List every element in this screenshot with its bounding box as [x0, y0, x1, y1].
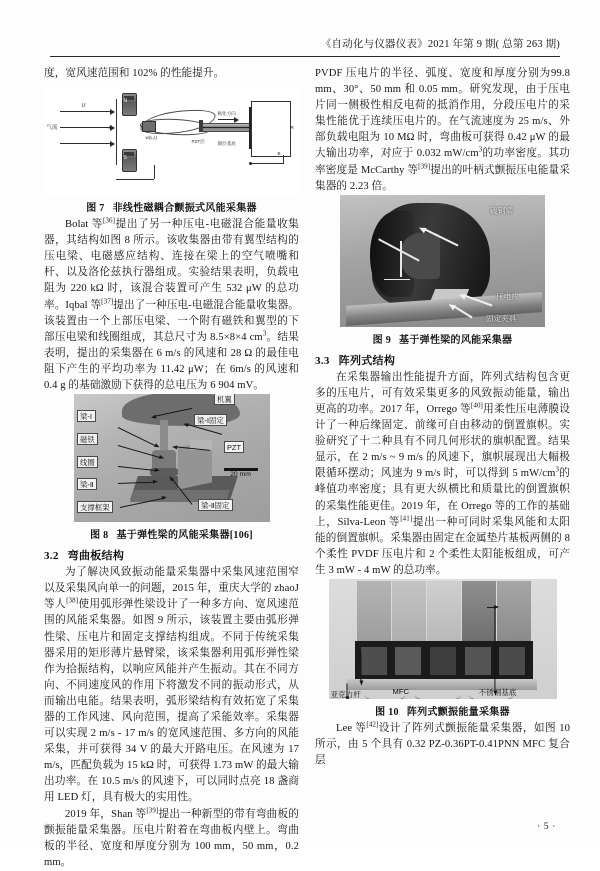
wing-stem: [160, 420, 168, 454]
label-copper-beam: 镀铜梁: [490, 205, 513, 215]
beam-midline: [201, 127, 249, 128]
section-3-2-heading: [44, 547, 299, 563]
substrate-label: 铜层基底: [217, 141, 236, 147]
leader-coil: [117, 466, 155, 471]
paragraph-bolat: Bolat 等[36]提出了另一种压电-电磁混合能量收集器，其结构如图 8 所示。该收集器由带有翼型结构的压电梁、电磁感应结构、连接在梁上的空气喷嘴和杆、以及洛伦兹执行器组成。实验结果表明，负载电阻为 220 kΩ 时，该混合装置可产生 532 μW 的总功率。Iqbal 等[37]提出了一种压电-电磁混合能量收集器。该装置由一个上部压电梁、一个附有磁铁和翼型的下部压电梁和线圈组成，其总尺寸为 8.5×8×4 $cm^3$。结果表明，提出的采集器在 6 m/s 的风速和 28 Ω 的最佳电阻下产生的平均功率为 11.42 μW；在 6m/s 的风速和 0.4 g 的基础激励下获得的总电压为 6 904 mV。: [44, 216, 299, 392]
section-3-3-heading: [315, 352, 570, 368]
polarization-label: 极化方向: [217, 111, 236, 117]
airflow-arrow-3: [60, 143, 114, 144]
figure-7-title: 非线性磁耦合颤振式风能采集器: [112, 203, 257, 215]
pzt-layer-label: PZT层: [191, 139, 205, 145]
figure-7-diagram: [46, 87, 298, 195]
baseline-dimension: [116, 179, 154, 180]
figure-8-title: 基于弹性梁的风能采集器[106]: [116, 530, 253, 542]
label-beam2: 梁-Ⅱ: [77, 478, 98, 490]
mfc-patch-5: [499, 647, 525, 675]
paragraph-lee: Lee 等[42]设计了阵列式颤振能量采集器，如图 10 所示，由 5 个具有 0.32 PZ-0.36PT-0.41PNN MFC 复合层: [315, 720, 570, 767]
figure-10-number: 图 10: [375, 706, 399, 718]
magnet-top-icon: [122, 93, 137, 116]
section-3-2-title: 弯曲板结构: [67, 550, 125, 563]
figure-8-photo: [74, 394, 270, 522]
figure-8-caption: [44, 526, 299, 541]
label-piezo-sheet: 压电片: [496, 291, 519, 301]
label-beam1-fixed: 梁-Ⅰ固定: [194, 414, 228, 426]
figure-9-title: 基于弹性梁的风能采集器: [399, 334, 513, 346]
section-3-2-number: 3.2: [44, 550, 59, 563]
label-mfc: MFC: [392, 686, 409, 696]
section-3-3-title: 阵列式结构: [338, 354, 396, 367]
figure-9-number: 图 9: [372, 334, 392, 346]
label-beam2-fixed: 梁-Ⅱ固定: [198, 499, 233, 511]
label-beam1: 梁-Ⅰ: [77, 410, 96, 422]
left-column: [44, 66, 299, 871]
magnet-pole-s: S: [123, 155, 127, 162]
gap-dimension-line: [116, 99, 117, 165]
figure-7-number: 图 7: [86, 203, 105, 215]
section-3-2-paragraph-1: 为了解决风致振动能量采集器中采集风速范围窄以及采集风向单一的问题，2015 年，重庆大学的 zhaoJ 等人[38]使用弧形弹性梁设计了一种多方向、宽风速范围的风能采集器。如图 9 所示，该装置主要由弧形弹性梁、压电片和固定支撑结构组成。不同于传统采集器采用的矩形薄片悬臂梁，该采集器利用弧形弹性梁作为拾振结构，以响应风能并产生振动。其在不同方向、不同速度风的作用下将激发不同的振动形式，从而输出电能。结果表明，弧形梁结构有效拓宽了采集器的工作风速、风向范围，提高了采能效率。采集器可以实现 2 m/s - 17 m/s 的宽风速范围、多方向的风能采集，并可获得 34 V 的最大开路电压。在风速为 17 m/s，匹配负载为 15 kΩ 时，可获得 1.73 mW 的最大输出功率。在 10.5 m/s 的风速下，可以同时点亮 18 盏商用 LED 灯，具有极大的实用性。: [44, 567, 300, 804]
velocity-symbol-label: U: [81, 103, 86, 110]
section-3-3-number: 3.3: [315, 354, 330, 367]
scale-bar: [224, 468, 258, 478]
journal-header-text: 《自动化与仪器仪表》2021 年第 9 期( 总第 263 期): [320, 39, 560, 50]
figure-9-photo: [340, 195, 545, 327]
deflection-symbol-label: w(L,t): [145, 135, 157, 141]
label-support-frame: 支撑框架: [77, 501, 114, 513]
page-number: · 5 ·: [537, 821, 556, 832]
scale-bar-text: 20 mm: [230, 471, 251, 479]
right-column: [315, 66, 570, 769]
label-pzt: PZT: [224, 441, 245, 453]
airflow-arrow-2: [60, 127, 114, 128]
gap-symbol-label: d: [108, 125, 112, 132]
piezo-beam: [201, 123, 251, 132]
label-acrylic-rod: 亚克力杆: [330, 689, 361, 699]
leader-beam1: [117, 427, 155, 446]
figure-7-caption: [44, 199, 299, 214]
beam-clamp: [199, 120, 203, 132]
label-clamp: 固定夹具: [486, 313, 517, 323]
curved-beam-cavity: [400, 233, 440, 279]
section-3-3-paragraph-1: 在采集器输出性能提升方面，阵列式结构包含更多的压电片，可有效采集更多的风致振动能量，输出更高的功率。2017 年，Orrego 等[40]用柔性压电薄膜设计了一种后缘固定、前缘可自由移动的倒置旗帜。实验研究了十二种具有不同几何形状的旗帜配置。结果显示，在 2 m/s ~ 9 m/s 的风速下，旗帜展现出大幅极限循环摆动；风速为 9 m/s 时，可以得到 5 $mW/cm^3$的峰值功率密度；具有更大纵横比和质量比的倒置旗帜的采集性能更佳。2019 年，在 Orrego 等的工作的基础上，Silva-Leon 等[41]提出一种可同时采集风能和太阳能的倒置旗帜。采集器由固定在金属垫片基板两侧的 8 个柔性 PVDF 压电片和 2 个柔性太阳能板组成，可产生 3 mW - 4 mW 的总功率。: [315, 371, 571, 576]
flag-panel-3: [427, 581, 461, 643]
magnet-pole-n: N: [123, 98, 128, 105]
leader-steel-base-v: [494, 607, 495, 691]
airfoil-root-block: [142, 121, 156, 132]
airflow-arrow-1: [60, 111, 114, 112]
figure-9-caption: [315, 331, 570, 346]
circuit-box: [251, 101, 291, 157]
label-steel-base: 不锈钢基底: [478, 687, 517, 697]
baseline-riser: [154, 165, 155, 179]
header-divider: [50, 56, 560, 57]
flag-panel-2: [392, 581, 426, 643]
resistor-label: R: [290, 125, 294, 131]
mfc-patch-1: [361, 647, 387, 675]
mfc-patch-3: [430, 647, 456, 675]
figure-10-photo: [329, 579, 557, 699]
page-header: [42, 36, 560, 58]
leader-mfc: [360, 651, 361, 681]
label-coil: 线圈: [77, 456, 99, 468]
wire-2: [415, 689, 461, 699]
figure-10-title: 阵列式颤振能量采集器: [406, 706, 510, 718]
circuit-lead-riser: [283, 155, 284, 164]
paragraph-continued: 度，宽风速范围和 102% 的性能提升。: [44, 68, 225, 79]
dimension-arrow-3: [384, 279, 410, 281]
polarization-arrow: [218, 119, 238, 120]
label-wing: 机翼: [214, 394, 236, 405]
flag-panel-5: [497, 581, 531, 643]
circuit-node-label-b: B: [277, 151, 281, 157]
figure-8-number: 图 8: [90, 530, 109, 542]
mfc-patch-4: [465, 647, 491, 675]
figure-10-caption: [315, 703, 570, 718]
dimension-arrow-2: [400, 241, 402, 277]
section-3-2-paragraph-2: 2019 年，Shan 等[39]提出一种新型的带有弯曲板的颤振能量采集器。压电片附着在弯曲板内壁上。弯曲板的半径、宽度和厚度分别为 100 mm，50 mm，0.2 mm。: [44, 806, 299, 868]
flag-panel-4: [462, 581, 496, 643]
mfc-patch-2: [395, 647, 421, 675]
circuit-node-dot: [249, 162, 252, 165]
label-magnet: 磁铁: [77, 433, 99, 445]
airflow-label: 气流: [46, 125, 58, 132]
flag-panel-1: [357, 581, 391, 643]
circuit-lead-bottom: [251, 163, 283, 164]
paragraph-pvdf: PVDF 压电片的半径、弧度、宽度和厚度分别为99.8 mm、30°、50 mm 和 0.05 mm。研究发现，由于压电片同一侧极性相反电荷的抵消作用，分段压电片的采集性能优于连续压电片的。在气流速度为 25 m/s、外部负载电阻为 10 MΩ 时，弯曲板可获得 0.42 μW 的最大输出功率，对应于 0.032 $mW/cm^3$的功率密度。其功率密度是 McCarthy 等[39]提出的叶柄式颤振压电能量采集器的 2.23 倍。: [315, 68, 570, 192]
leader-steel-base-h: [487, 607, 495, 608]
